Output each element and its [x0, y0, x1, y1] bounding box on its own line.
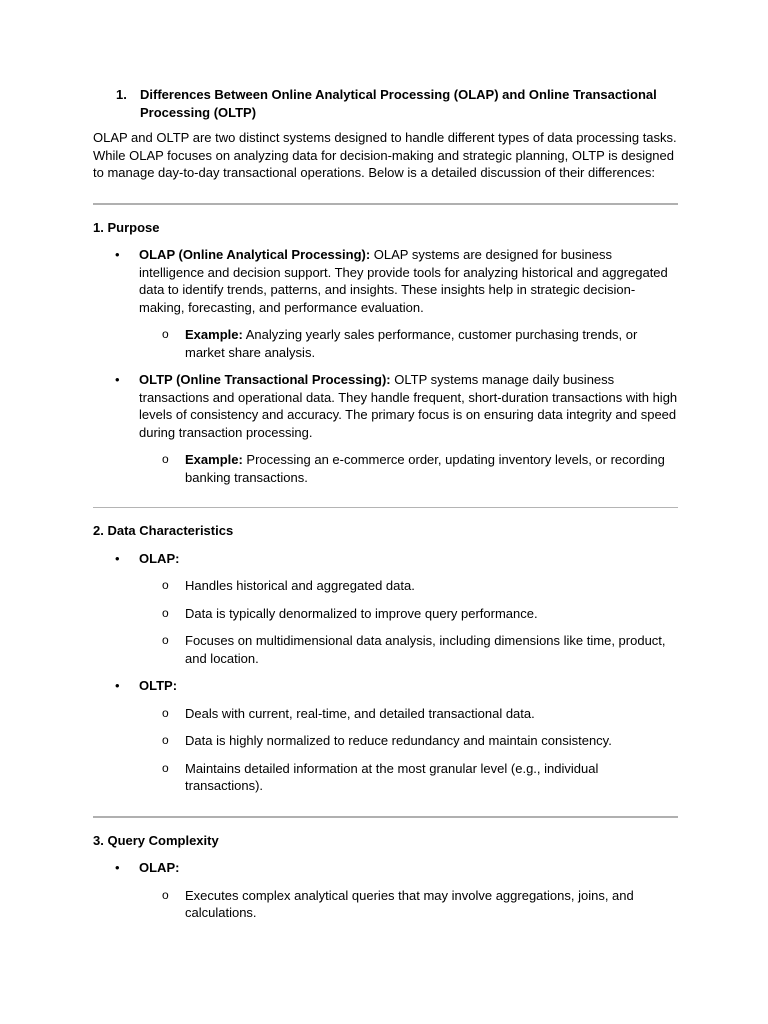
bullet-label: OLAP:: [139, 860, 180, 875]
sub-bullet-marker: o: [162, 733, 169, 747]
document-body: [93, 86, 678, 922]
bullet-text: OLAP systems are designed for business intelligence and decision support. They provide tools for analyzing historical and aggregated data to identify trends, patterns, and insights. These insights help in strategic decision-making, forecasting, and performance evaluation.: [139, 247, 668, 315]
sub-bullet-text: Deals with current, real-time, and detailed transactional data.: [185, 705, 535, 721]
section-divider: [93, 816, 678, 818]
sub-bullet-item: [93, 451, 678, 486]
bullet-label: OLTP:: [139, 678, 178, 693]
sub-bullet-text: Maintains detailed information at the most granular level (e.g., individual transactions).: [185, 760, 599, 793]
section-divider: [93, 507, 678, 508]
section-divider: [93, 203, 678, 205]
bullet-item: [93, 246, 678, 316]
sub-bullet-marker: o: [162, 760, 169, 775]
bullet-marker: •: [115, 247, 120, 262]
sub-bullet-text: Focuses on multidimensional data analysis, including dimensions like time, product, and location.: [185, 633, 666, 666]
sub-bullet-item: [93, 632, 678, 667]
sub-bullet-label: Example:: [185, 327, 243, 342]
section-heading-query-complexity: 3. Query Complexity: [93, 832, 219, 848]
bullet-marker: •: [115, 678, 120, 693]
bullet-label: OLAP (Online Analytical Processing):: [139, 247, 371, 262]
bullet-text: OLTP systems manage daily business transactions and operational data. They handle frequent, short-duration transactions with high levels of consistency and accuracy. The primary focus is on ensuring data integrity and speed during transaction processing.: [139, 372, 678, 440]
heading-title: Differences Between Online Analytical Processing (OLAP) and Online Transactional Processing (OLTP): [140, 87, 657, 120]
bullet-item: [93, 550, 678, 568]
sub-bullet-item: [93, 887, 678, 922]
sub-bullet-item: [93, 705, 678, 723]
heading-number: 1.: [116, 87, 127, 102]
sub-bullet-text: Handles historical and aggregated data.: [185, 578, 415, 593]
sub-bullet-marker: o: [162, 327, 169, 341]
sub-bullet-item: [93, 577, 678, 595]
sub-bullet-label: Example:: [185, 452, 243, 467]
section-heading-purpose: 1. Purpose: [93, 219, 160, 235]
sub-bullet-item: [93, 760, 678, 795]
sub-bullet-text: Executes complex analytical queries that may involve aggregations, joins, and calculations.: [185, 887, 634, 920]
sub-bullet-text: Data is highly normalized to reduce redundancy and maintain consistency.: [185, 733, 612, 748]
bullet-item: [93, 371, 678, 441]
document-heading: [116, 86, 678, 121]
bullet-item: [93, 859, 678, 877]
sub-bullet-marker: o: [162, 887, 169, 902]
intro-paragraph: OLAP and OLTP are two distinct systems designed to handle different types of data processing tasks. While OLAP focuses on analyzing data for decision-making and strategic planning, OLTP is designed to manage day-to-day transactional operations. Below is a detailed discussion of their differences:: [93, 130, 677, 180]
sub-bullet-item: [93, 605, 678, 623]
bullet-label: OLTP (Online Transactional Processing):: [139, 372, 391, 387]
sub-bullet-marker: o: [162, 633, 169, 647]
sub-bullet-marker: o: [162, 605, 169, 620]
sub-bullet-item: [93, 326, 678, 361]
sub-bullet-marker: o: [162, 578, 169, 592]
bullet-marker: •: [115, 550, 120, 566]
sub-bullet-marker: o: [162, 705, 169, 720]
bullet-item: [93, 677, 678, 695]
section-heading-data-characteristics: 2. Data Characteristics: [93, 523, 234, 538]
sub-bullet-text: Analyzing yearly sales performance, customer purchasing trends, or market share analysis.: [185, 327, 638, 360]
sub-bullet-marker: o: [162, 452, 169, 466]
bullet-marker: •: [115, 860, 120, 875]
sub-bullet-text: Processing an e-commerce order, updating inventory levels, or recording banking transactions.: [185, 452, 665, 485]
bullet-marker: •: [115, 372, 120, 387]
sub-bullet-text: Data is typically denormalized to improve query performance.: [185, 605, 538, 621]
sub-bullet-item: [93, 732, 678, 750]
bullet-label: OLAP:: [139, 550, 180, 566]
